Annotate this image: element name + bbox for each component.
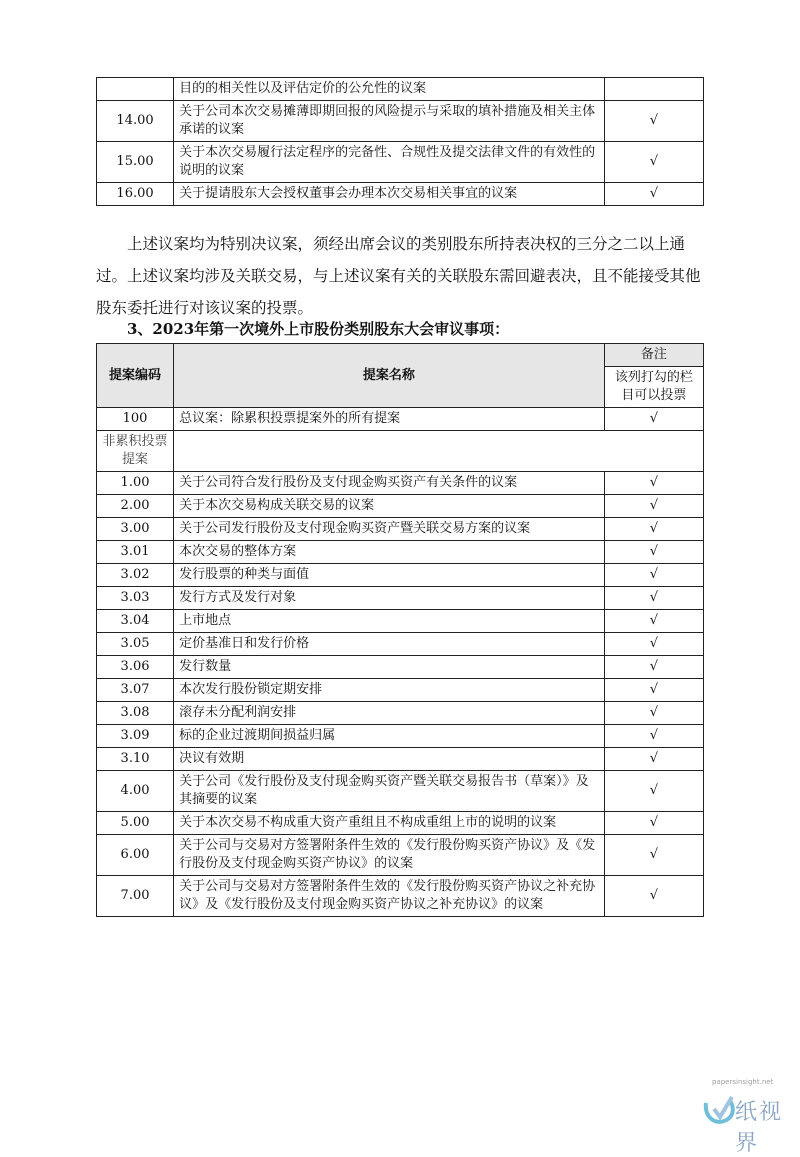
proposal-name: 关于公司与交易对方签署附条件生效的《发行股份购买资产协议》及《发行股份及支付现金购买资产协议》的议案: [174, 835, 605, 876]
vote-check-mark: √: [604, 702, 703, 725]
proposal-code: 3.02: [97, 564, 174, 587]
proposal-code: 3.09: [97, 725, 174, 748]
table-row: [97, 748, 704, 771]
proposal-name: 关于公司本次交易摊薄即期回报的风险提示与采取的填补措施及相关主体承诺的议案: [174, 101, 605, 142]
header-code: 提案编码: [97, 344, 174, 408]
proposal-code: 3.05: [97, 633, 174, 656]
proposal-code: 7.00: [97, 876, 174, 917]
table-row: [97, 876, 704, 917]
proposal-code: 2.00: [97, 495, 174, 518]
vote-check-mark: √: [604, 835, 703, 876]
proposal-code: 3.10: [97, 748, 174, 771]
section-heading: 3、2023年第一次境外上市股份类别股东大会审议事项：: [127, 320, 510, 338]
total-row: [97, 408, 704, 431]
vote-check-mark: √: [604, 142, 703, 183]
vote-check-mark: √: [604, 748, 703, 771]
proposal-name: 发行方式及发行对象: [174, 587, 605, 610]
vote-check-mark: √: [604, 610, 703, 633]
proposal-code: 1.00: [97, 472, 174, 495]
proposal-code: 3.01: [97, 541, 174, 564]
proposal-name: 关于提请股东大会授权董事会办理本次交易相关事宜的议案: [174, 183, 605, 206]
table-row: [97, 541, 704, 564]
proposal-name: 发行股票的种类与面值: [174, 564, 605, 587]
vote-check-mark: √: [604, 541, 703, 564]
vote-check-mark: √: [604, 812, 703, 835]
proposal-code: 3.04: [97, 610, 174, 633]
vote-check-mark: √: [604, 472, 703, 495]
proposal-code: 3.08: [97, 702, 174, 725]
vote-check-mark: √: [604, 656, 703, 679]
proposal-name: 上市地点: [174, 610, 605, 633]
total-code: 100: [97, 408, 174, 431]
table2-body: [97, 408, 704, 917]
proposal-name: 关于公司符合发行股份及支付现金购买资产有关条件的议案: [174, 472, 605, 495]
table-row: [97, 587, 704, 610]
table-row: [97, 564, 704, 587]
table-row: [97, 771, 704, 812]
header-name: 提案名称: [174, 344, 605, 408]
proposal-name: 定价基准日和发行价格: [174, 633, 605, 656]
proposal-code: 3.06: [97, 656, 174, 679]
vote-check-mark: √: [604, 633, 703, 656]
proposal-code: 4.00: [97, 771, 174, 812]
proposal-name: 决议有效期: [174, 748, 605, 771]
vote-check-mark: √: [604, 518, 703, 541]
vote-check-mark: √: [604, 183, 703, 206]
table-row: [97, 183, 704, 206]
proposal-name: 关于公司《发行股份及支付现金购买资产暨关联交易报告书（草案）》及其摘要的议案: [174, 771, 605, 812]
table-row: [97, 101, 704, 142]
non-cumulative-label: 非累积投票提案: [97, 431, 174, 472]
proposal-code: 6.00: [97, 835, 174, 876]
proposal-code: [97, 78, 174, 101]
vote-check-mark: √: [604, 876, 703, 917]
proposal-code: 3.07: [97, 679, 174, 702]
proposal-name: 标的企业过渡期间损益归属: [174, 725, 605, 748]
class-meeting-proposal-table: [96, 343, 704, 917]
proposal-code: 15.00: [97, 142, 174, 183]
proposal-code: 5.00: [97, 812, 174, 835]
table-row: [97, 78, 704, 101]
proposal-code: 16.00: [97, 183, 174, 206]
proposal-code: 3.00: [97, 518, 174, 541]
proposal-name: 发行数量: [174, 656, 605, 679]
total-mark: √: [604, 408, 703, 431]
proposal-name: 本次交易的整体方案: [174, 541, 605, 564]
table-row: [97, 656, 704, 679]
table-row: [97, 518, 704, 541]
table-row: [97, 702, 704, 725]
vote-check-mark: √: [604, 725, 703, 748]
proposal-name: 目的的相关性以及评估定价的公允性的议案: [174, 78, 605, 101]
vote-check-mark: √: [604, 101, 703, 142]
table-row: [97, 610, 704, 633]
table-row: [97, 472, 704, 495]
table-row: [97, 142, 704, 183]
proposal-name: 本次发行股份锁定期安排: [174, 679, 605, 702]
table-row: [97, 679, 704, 702]
header-remark-sub: 该列打勾的栏目可以投票: [604, 367, 703, 408]
total-name: 总议案：除累积投票提案外的所有提案: [174, 408, 605, 431]
vote-check-mark: √: [604, 495, 703, 518]
proposal-name: 关于本次交易不构成重大资产重组且不构成重组上市的说明的议案: [174, 812, 605, 835]
non-cumulative-row: [97, 431, 704, 472]
proposal-code: 3.03: [97, 587, 174, 610]
vote-check-mark: √: [604, 564, 703, 587]
table-row: [97, 495, 704, 518]
proposal-name: 关于本次交易构成关联交易的议案: [174, 495, 605, 518]
non-cumulative-empty: [174, 431, 704, 472]
proposal-name: 关于公司发行股份及支付现金购买资产暨关联交易方案的议案: [174, 518, 605, 541]
vote-check-mark: √: [604, 771, 703, 812]
watermark-url: papersinsight.net: [712, 1078, 774, 1086]
watermark-brand: 纸视界: [735, 1100, 784, 1156]
table1-body: [97, 78, 704, 206]
table-row: [97, 725, 704, 748]
proposal-code: 14.00: [97, 101, 174, 142]
table-row: [97, 835, 704, 876]
proposal-name: 关于本次交易履行法定程序的完备性、合规性及提交法律文件的有效性的说明的议案: [174, 142, 605, 183]
vote-check-mark: [604, 78, 703, 101]
proposal-name: 关于公司与交易对方签署附条件生效的《发行股份购买资产协议之补充协议》及《发行股份及支付现金购买资产协议之补充协议》的议案: [174, 876, 605, 917]
proposal-table-continued: [96, 77, 704, 206]
proposal-name: 滚存未分配利润安排: [174, 702, 605, 725]
special-resolution-paragraph: 上述议案均为特别决议案，须经出席会议的类别股东所持表决权的三分之二以上通过。上述议案均涉及关联交易，与上述议案有关的关联股东需回避表决，且不能接受其他股东委托进行对该议案的投票。: [96, 235, 701, 317]
table-row: [97, 812, 704, 835]
table-row: [97, 633, 704, 656]
header-remark: 备注: [604, 344, 703, 367]
vote-check-mark: √: [604, 679, 703, 702]
vote-check-mark: √: [604, 587, 703, 610]
